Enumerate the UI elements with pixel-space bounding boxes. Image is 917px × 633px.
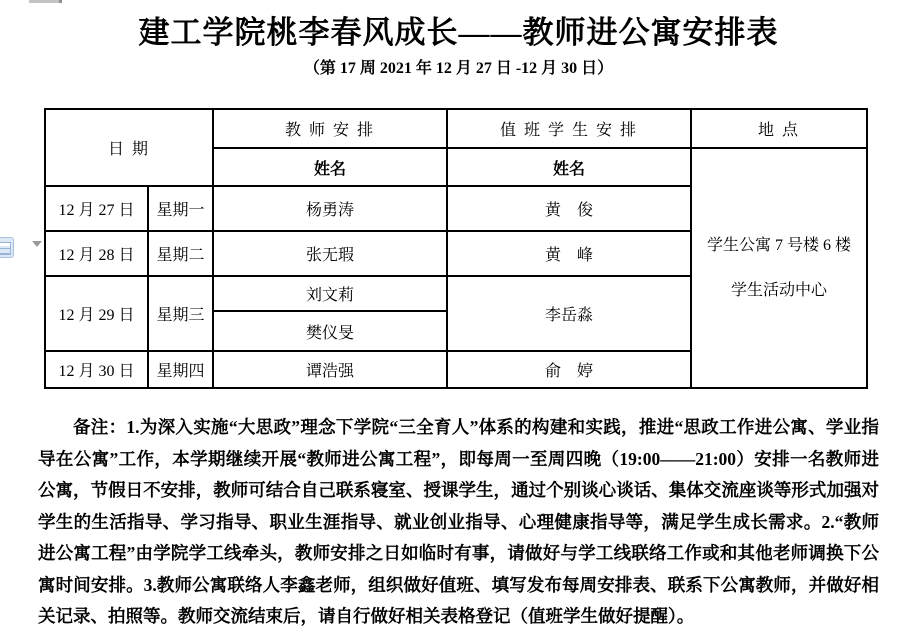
student-cell: 黄 俊 <box>447 186 691 231</box>
weekday-cell: 星期二 <box>148 231 213 276</box>
header-teacher-name: 姓名 <box>213 148 447 186</box>
location-line1: 学生公寓 7 号楼 6 楼 <box>707 237 852 254</box>
date-cell: 12 月 30 日 <box>45 351 148 388</box>
weekday-cell: 星期一 <box>148 186 213 231</box>
header-teacher-group: 教 师 安 排 <box>213 109 447 148</box>
teacher-cell: 谭浩强 <box>213 351 447 388</box>
header-location: 地 点 <box>691 109 867 148</box>
page-subtitle: （第 17 周 2021 年 12 月 27 日 -12 月 30 日） <box>303 60 614 77</box>
student-cell: 俞 婷 <box>447 351 691 388</box>
location-cell <box>691 148 867 388</box>
teacher-cell: 樊仪旻 <box>213 311 447 351</box>
student-cell: 李岳淼 <box>447 276 691 351</box>
date-cell: 12 月 27 日 <box>45 186 148 231</box>
header-date: 日 期 <box>45 109 213 186</box>
date-cell: 12 月 29 日 <box>45 276 148 351</box>
weekday-cell: 星期四 <box>148 351 213 388</box>
teacher-cell: 杨勇涛 <box>213 186 447 231</box>
notes-paragraph: 备注：1.为深入实施“大思政”理念下学院“三全育人”体系的构建和实践，推进“思政工作进公寓、学业指导在公寓”工作，本学期继续开展“教师进公寓工程”，即每周一至周四晚（19:00——21:00）安排一名教师进公寓，节假日不安排，教师可结合自己联系寝室、授课学生，通过个别谈心谈话、集体交流座谈等形式加强对学生的生活指导、学习指导、职业生涯指导、就业创业指导、心理健康指导等，满足学生成长需求。2.“教师进公寓工程”由学院学工线牵头，教师安排之日如临时有事，请做好与学工线联络工作或和其他老师调换下公寓时间安排。3.教师公寓联络人李鑫老师，组织做好值班、填写发布每周安排表、联系下公寓教师，并做好相关记录、拍照等。教师交流结束后，请自行做好相关表格登记（值班学生做好提醒）。 <box>38 417 879 626</box>
dropdown-arrow-icon[interactable] <box>32 241 42 247</box>
header-student-name: 姓名 <box>447 148 691 186</box>
teacher-cell: 张无瑕 <box>213 231 447 276</box>
window-edge-artifact <box>29 0 62 3</box>
date-cell: 12 月 28 日 <box>45 231 148 276</box>
weekday-cell: 星期三 <box>148 276 213 351</box>
paste-options-icon[interactable] <box>0 237 14 258</box>
header-student-group: 值 班 学 生 安 排 <box>447 109 691 148</box>
student-cell: 黄 峰 <box>447 231 691 276</box>
page-title: 建工学院桃李春风成长——教师进公寓安排表 <box>138 15 779 50</box>
teacher-cell: 刘文莉 <box>213 276 447 311</box>
schedule-table <box>44 108 868 389</box>
location-line2: 学生活动中心 <box>731 282 828 299</box>
